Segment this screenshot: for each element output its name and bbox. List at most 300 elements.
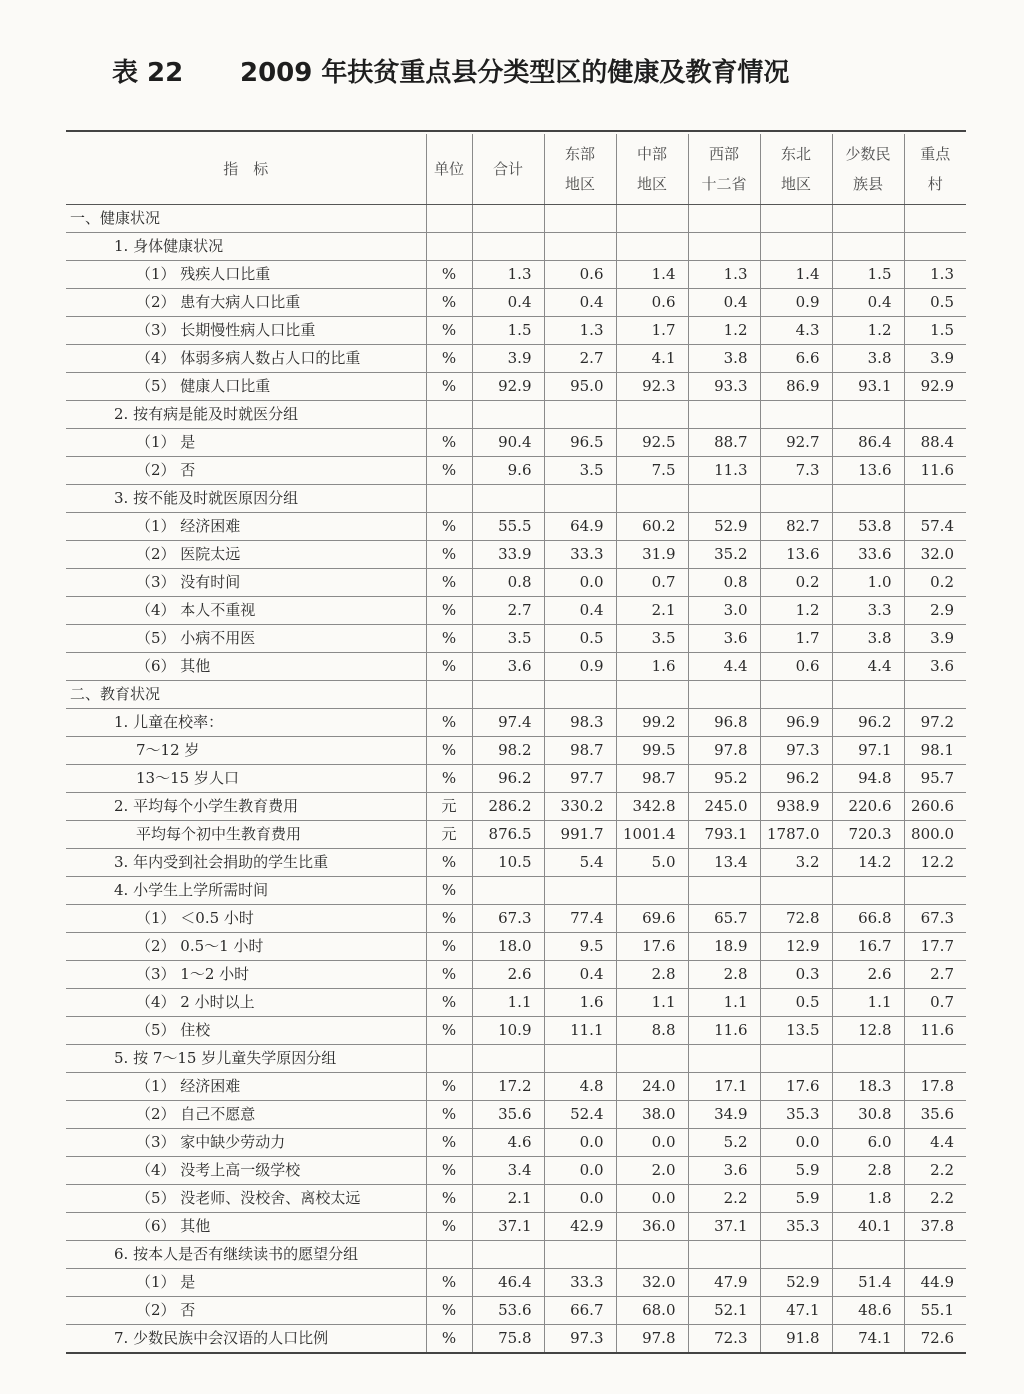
row-label: （2） 0.5～1 小时: [66, 933, 426, 961]
row-label: （6） 其他: [66, 1213, 426, 1241]
cell-value: 2.6: [472, 961, 544, 989]
cell-value: 88.4: [904, 429, 966, 457]
cell-value: 33.6: [832, 541, 904, 569]
cell-value: 31.9: [616, 541, 688, 569]
cell-value: 9.5: [544, 933, 616, 961]
row-label: 1. 身体健康状况: [66, 233, 426, 261]
row-label: （3） 没有时间: [66, 569, 426, 597]
cell-value: 35.2: [688, 541, 760, 569]
table-row: [66, 373, 966, 401]
row-label: （4） 2 小时以上: [66, 989, 426, 1017]
cell-value: 74.1: [832, 1325, 904, 1354]
cell-value: 66.7: [544, 1297, 616, 1325]
row-unit: %: [426, 317, 472, 345]
cell-value: [616, 401, 688, 429]
cell-value: 60.2: [616, 513, 688, 541]
header-key-village: 重点 村: [904, 134, 966, 205]
cell-value: 720.3: [832, 821, 904, 849]
cell-value: 0.8: [472, 569, 544, 597]
row-label: （2） 患有大病人口比重: [66, 289, 426, 317]
cell-value: 1.3: [688, 261, 760, 289]
row-unit: %: [426, 1297, 472, 1325]
cell-value: [472, 485, 544, 513]
cell-value: 1.1: [832, 989, 904, 1017]
row-unit: [426, 233, 472, 261]
cell-value: 1.5: [904, 317, 966, 345]
cell-value: 97.8: [688, 737, 760, 765]
table-row: [66, 653, 966, 681]
cell-value: 12.9: [760, 933, 832, 961]
cell-value: 95.2: [688, 765, 760, 793]
cell-value: [688, 1045, 760, 1073]
cell-value: 53.8: [832, 513, 904, 541]
cell-value: 2.8: [616, 961, 688, 989]
cell-value: 1.6: [616, 653, 688, 681]
cell-value: 48.6: [832, 1297, 904, 1325]
header-northeast: 东北 地区: [760, 134, 832, 205]
cell-value: 0.0: [544, 1129, 616, 1157]
cell-value: 97.2: [904, 709, 966, 737]
cell-value: [616, 485, 688, 513]
row-unit: [426, 485, 472, 513]
row-label: （5） 健康人口比重: [66, 373, 426, 401]
cell-value: [832, 877, 904, 905]
cell-value: 3.9: [472, 345, 544, 373]
cell-value: 32.0: [904, 541, 966, 569]
cell-value: 11.6: [688, 1017, 760, 1045]
cell-value: 0.4: [688, 289, 760, 317]
cell-value: [832, 233, 904, 261]
row-label: （2） 否: [66, 1297, 426, 1325]
cell-value: 17.8: [904, 1073, 966, 1101]
cell-value: 65.7: [688, 905, 760, 933]
row-unit: %: [426, 1101, 472, 1129]
cell-value: 4.6: [472, 1129, 544, 1157]
cell-value: 0.4: [472, 289, 544, 317]
table-row: [66, 1325, 966, 1354]
cell-value: 0.8: [688, 569, 760, 597]
cell-value: 32.0: [616, 1269, 688, 1297]
cell-value: 3.8: [832, 345, 904, 373]
row-unit: %: [426, 1269, 472, 1297]
cell-value: [688, 485, 760, 513]
row-unit: %: [426, 1185, 472, 1213]
cell-value: 52.4: [544, 1101, 616, 1129]
cell-value: 0.0: [544, 1157, 616, 1185]
cell-value: 82.7: [760, 513, 832, 541]
table-row: [66, 485, 966, 513]
table-row: [66, 1241, 966, 1269]
cell-value: [904, 681, 966, 709]
cell-value: [760, 1045, 832, 1073]
header-minority: 少数民 族县: [832, 134, 904, 205]
cell-value: 67.3: [472, 905, 544, 933]
cell-value: [544, 233, 616, 261]
cell-value: [832, 485, 904, 513]
row-unit: %: [426, 625, 472, 653]
cell-value: 52.9: [760, 1269, 832, 1297]
row-unit: %: [426, 569, 472, 597]
cell-value: 8.8: [616, 1017, 688, 1045]
cell-value: [904, 205, 966, 233]
cell-value: 3.2: [760, 849, 832, 877]
table-row: [66, 681, 966, 709]
cell-value: [472, 1045, 544, 1073]
row-unit: %: [426, 1017, 472, 1045]
top-rule: [66, 130, 966, 132]
cell-value: 37.1: [472, 1213, 544, 1241]
cell-value: [688, 877, 760, 905]
row-label: （5） 小病不用医: [66, 625, 426, 653]
header-unit: 单位: [426, 134, 472, 205]
cell-value: 33.9: [472, 541, 544, 569]
table-row: [66, 429, 966, 457]
cell-value: 94.8: [832, 765, 904, 793]
table-row: [66, 317, 966, 345]
cell-value: [616, 681, 688, 709]
cell-value: 12.2: [904, 849, 966, 877]
cell-value: [688, 681, 760, 709]
row-unit: %: [426, 877, 472, 905]
row-unit: %: [426, 709, 472, 737]
cell-value: 1.3: [544, 317, 616, 345]
cell-value: [544, 205, 616, 233]
table-row: [66, 905, 966, 933]
cell-value: 53.6: [472, 1297, 544, 1325]
row-label: 2. 平均每个小学生教育费用: [66, 793, 426, 821]
cell-value: 991.7: [544, 821, 616, 849]
cell-value: 97.4: [472, 709, 544, 737]
cell-value: 800.0: [904, 821, 966, 849]
row-unit: %: [426, 933, 472, 961]
cell-value: 52.1: [688, 1297, 760, 1325]
cell-value: 92.9: [472, 373, 544, 401]
cell-value: 6.0: [832, 1129, 904, 1157]
cell-value: [760, 877, 832, 905]
cell-value: 4.1: [616, 345, 688, 373]
cell-value: 0.6: [544, 261, 616, 289]
cell-value: 2.7: [904, 961, 966, 989]
row-label: 6. 按本人是否有继续读书的愿望分组: [66, 1241, 426, 1269]
cell-value: 98.1: [904, 737, 966, 765]
row-label: （2） 否: [66, 457, 426, 485]
cell-value: [544, 877, 616, 905]
cell-value: [544, 485, 616, 513]
cell-value: 0.9: [544, 653, 616, 681]
row-unit: %: [426, 261, 472, 289]
cell-value: 7.3: [760, 457, 832, 485]
cell-value: [544, 1241, 616, 1269]
cell-value: 0.4: [544, 597, 616, 625]
cell-value: 64.9: [544, 513, 616, 541]
table-row: [66, 289, 966, 317]
cell-value: 0.0: [616, 1129, 688, 1157]
row-label: （5） 没老师、没校舍、离校太远: [66, 1185, 426, 1213]
table-row: [66, 513, 966, 541]
cell-value: [904, 877, 966, 905]
row-unit: %: [426, 457, 472, 485]
cell-value: 1.5: [832, 261, 904, 289]
cell-value: 13.4: [688, 849, 760, 877]
cell-value: 77.4: [544, 905, 616, 933]
cell-value: 5.0: [616, 849, 688, 877]
table-row: [66, 261, 966, 289]
row-label: （1） 是: [66, 1269, 426, 1297]
cell-value: 3.9: [904, 345, 966, 373]
cell-value: [760, 681, 832, 709]
cell-value: [904, 401, 966, 429]
cell-value: 96.2: [832, 709, 904, 737]
cell-value: 38.0: [616, 1101, 688, 1129]
cell-value: 1.4: [616, 261, 688, 289]
cell-value: 33.3: [544, 1269, 616, 1297]
table-body: [66, 205, 966, 1354]
row-label: （6） 其他: [66, 653, 426, 681]
row-label: （1） 残疾人口比重: [66, 261, 426, 289]
cell-value: 3.5: [544, 457, 616, 485]
cell-value: 55.5: [472, 513, 544, 541]
cell-value: 0.6: [760, 653, 832, 681]
cell-value: 72.3: [688, 1325, 760, 1354]
cell-value: 4.4: [688, 653, 760, 681]
cell-value: 1.3: [472, 261, 544, 289]
cell-value: 34.9: [688, 1101, 760, 1129]
table-row: [66, 1213, 966, 1241]
cell-value: 3.6: [688, 1157, 760, 1185]
cell-value: [904, 1045, 966, 1073]
cell-value: 0.3: [760, 961, 832, 989]
cell-value: 95.7: [904, 765, 966, 793]
row-label: 4. 小学生上学所需时间: [66, 877, 426, 905]
row-unit: %: [426, 1213, 472, 1241]
cell-value: 92.3: [616, 373, 688, 401]
cell-value: 93.3: [688, 373, 760, 401]
cell-value: [472, 205, 544, 233]
row-unit: %: [426, 737, 472, 765]
cell-value: 52.9: [688, 513, 760, 541]
cell-value: 0.0: [616, 1185, 688, 1213]
row-label: 二、教育状况: [66, 681, 426, 709]
cell-value: [688, 233, 760, 261]
cell-value: 260.6: [904, 793, 966, 821]
cell-value: 12.8: [832, 1017, 904, 1045]
cell-value: 13.6: [832, 457, 904, 485]
header-central: 中部 地区: [616, 134, 688, 205]
cell-value: 0.7: [616, 569, 688, 597]
cell-value: 98.7: [616, 765, 688, 793]
cell-value: 90.4: [472, 429, 544, 457]
cell-value: 0.4: [832, 289, 904, 317]
cell-value: 2.1: [616, 597, 688, 625]
row-label: 3. 按不能及时就医原因分组: [66, 485, 426, 513]
cell-value: 10.9: [472, 1017, 544, 1045]
table-row: [66, 625, 966, 653]
cell-value: 18.3: [832, 1073, 904, 1101]
row-label: （3） 长期慢性病人口比重: [66, 317, 426, 345]
cell-value: 5.9: [760, 1157, 832, 1185]
row-unit: %: [426, 989, 472, 1017]
row-label: 1. 儿童在校率：: [66, 709, 426, 737]
cell-value: 96.9: [760, 709, 832, 737]
cell-value: 1.4: [760, 261, 832, 289]
cell-value: 938.9: [760, 793, 832, 821]
cell-value: [760, 233, 832, 261]
cell-value: 2.8: [832, 1157, 904, 1185]
cell-value: 1.1: [688, 989, 760, 1017]
cell-value: 0.0: [544, 1185, 616, 1213]
cell-value: [472, 233, 544, 261]
cell-value: 30.8: [832, 1101, 904, 1129]
row-unit: %: [426, 765, 472, 793]
table-row: [66, 1017, 966, 1045]
row-unit: 元: [426, 793, 472, 821]
table-row: [66, 205, 966, 233]
cell-value: 18.9: [688, 933, 760, 961]
table-row: [66, 793, 966, 821]
table-row: [66, 569, 966, 597]
row-label: 一、健康状况: [66, 205, 426, 233]
header-row: [66, 134, 966, 205]
row-unit: [426, 681, 472, 709]
table-row: [66, 989, 966, 1017]
table-row: [66, 1101, 966, 1129]
cell-value: 0.0: [760, 1129, 832, 1157]
cell-value: 99.2: [616, 709, 688, 737]
cell-value: 51.4: [832, 1269, 904, 1297]
cell-value: 72.6: [904, 1325, 966, 1354]
cell-value: 98.2: [472, 737, 544, 765]
cell-value: 11.6: [904, 1017, 966, 1045]
cell-value: 5.2: [688, 1129, 760, 1157]
cell-value: 69.6: [616, 905, 688, 933]
cell-value: 35.6: [904, 1101, 966, 1129]
row-label: （3） 1～2 小时: [66, 961, 426, 989]
cell-value: 3.6: [472, 653, 544, 681]
cell-value: [544, 401, 616, 429]
cell-value: 13.5: [760, 1017, 832, 1045]
cell-value: [760, 205, 832, 233]
table-row: [66, 709, 966, 737]
cell-value: 96.5: [544, 429, 616, 457]
cell-value: 6.6: [760, 345, 832, 373]
cell-value: 9.6: [472, 457, 544, 485]
row-unit: %: [426, 961, 472, 989]
cell-value: 1.2: [688, 317, 760, 345]
cell-value: 47.1: [760, 1297, 832, 1325]
row-unit: %: [426, 849, 472, 877]
cell-value: 2.8: [688, 961, 760, 989]
cell-value: 10.5: [472, 849, 544, 877]
header-east: 东部 地区: [544, 134, 616, 205]
cell-value: 220.6: [832, 793, 904, 821]
cell-value: 1.5: [472, 317, 544, 345]
cell-value: [616, 205, 688, 233]
row-label: （5） 住校: [66, 1017, 426, 1045]
row-label: （3） 家中缺少劳动力: [66, 1129, 426, 1157]
cell-value: 92.9: [904, 373, 966, 401]
cell-value: 17.6: [616, 933, 688, 961]
cell-value: [544, 681, 616, 709]
cell-value: 17.2: [472, 1073, 544, 1101]
cell-value: 97.8: [616, 1325, 688, 1354]
cell-value: 0.4: [544, 961, 616, 989]
cell-value: 97.1: [832, 737, 904, 765]
table-row: [66, 821, 966, 849]
cell-value: 2.1: [472, 1185, 544, 1213]
cell-value: [832, 401, 904, 429]
row-label: （1） 是: [66, 429, 426, 457]
cell-value: [832, 1241, 904, 1269]
cell-value: 44.9: [904, 1269, 966, 1297]
cell-value: 2.0: [616, 1157, 688, 1185]
cell-value: 342.8: [616, 793, 688, 821]
cell-value: 3.4: [472, 1157, 544, 1185]
row-label: （1） 经济困难: [66, 1073, 426, 1101]
cell-value: 11.1: [544, 1017, 616, 1045]
header-west: 西部 十二省: [688, 134, 760, 205]
cell-value: [616, 1241, 688, 1269]
table-row: [66, 877, 966, 905]
cell-value: 286.2: [472, 793, 544, 821]
cell-value: [760, 401, 832, 429]
header-total: 合计: [472, 134, 544, 205]
cell-value: 1.6: [544, 989, 616, 1017]
cell-value: [832, 681, 904, 709]
cell-value: 2.9: [904, 597, 966, 625]
row-unit: %: [426, 597, 472, 625]
cell-value: [904, 1241, 966, 1269]
cell-value: 1.7: [760, 625, 832, 653]
row-unit: %: [426, 429, 472, 457]
row-label: （2） 医院太远: [66, 541, 426, 569]
cell-value: 14.2: [832, 849, 904, 877]
cell-value: [472, 401, 544, 429]
cell-value: 2.2: [904, 1185, 966, 1213]
cell-value: 24.0: [616, 1073, 688, 1101]
row-label: 13～15 岁人口: [66, 765, 426, 793]
table-row: [66, 1185, 966, 1213]
row-unit: %: [426, 1129, 472, 1157]
cell-value: 4.4: [904, 1129, 966, 1157]
table-row: [66, 457, 966, 485]
cell-value: 40.1: [832, 1213, 904, 1241]
cell-value: 793.1: [688, 821, 760, 849]
cell-value: 91.8: [760, 1325, 832, 1354]
table-row: [66, 1073, 966, 1101]
table-row: [66, 1297, 966, 1325]
cell-value: 0.5: [760, 989, 832, 1017]
cell-value: 1.0: [832, 569, 904, 597]
row-unit: [426, 205, 472, 233]
cell-value: 98.7: [544, 737, 616, 765]
cell-value: [760, 1241, 832, 1269]
cell-value: 92.7: [760, 429, 832, 457]
cell-value: 17.1: [688, 1073, 760, 1101]
cell-value: 1001.4: [616, 821, 688, 849]
cell-value: 0.5: [904, 289, 966, 317]
cell-value: 67.3: [904, 905, 966, 933]
cell-value: 3.9: [904, 625, 966, 653]
cell-value: 42.9: [544, 1213, 616, 1241]
cell-value: 11.3: [688, 457, 760, 485]
cell-value: [544, 1045, 616, 1073]
cell-value: 2.2: [904, 1157, 966, 1185]
table-row: [66, 737, 966, 765]
cell-value: 1.7: [616, 317, 688, 345]
cell-value: 92.5: [616, 429, 688, 457]
cell-value: 46.4: [472, 1269, 544, 1297]
table-row: [66, 961, 966, 989]
